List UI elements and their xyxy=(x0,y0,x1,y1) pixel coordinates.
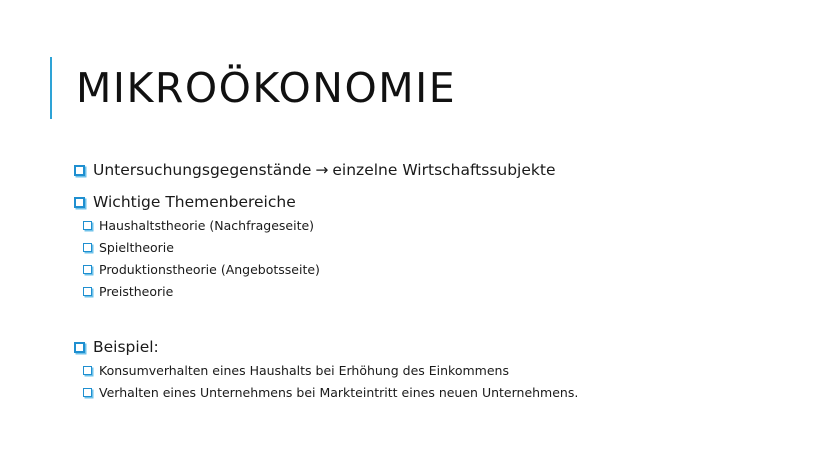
square-bullet-icon xyxy=(83,388,92,397)
sub-bullet-item xyxy=(74,258,794,280)
square-bullet-icon xyxy=(83,265,92,274)
sub-bullet-text: Spieltheorie xyxy=(99,239,174,255)
title-accent-bar xyxy=(50,57,52,119)
sub-bullet-text: Haushaltstheorie (Nachfrageseite) xyxy=(99,217,315,233)
sub-bullet-item xyxy=(74,359,794,381)
sub-bullet-text: Preistheorie xyxy=(99,283,174,299)
sub-bullet-text: Konsumverhalten eines Haushalts bei Erhöhung des Einkommens xyxy=(99,362,509,378)
square-bullet-icon xyxy=(74,197,85,208)
bullet-text: Beispiel: xyxy=(93,338,159,356)
square-bullet-icon xyxy=(74,165,85,176)
sub-bullet-item xyxy=(74,214,794,236)
square-bullet-icon xyxy=(83,221,92,230)
sub-bullet-text: Produktionstheorie (Angebotsseite) xyxy=(99,261,320,277)
sub-bullet-item xyxy=(74,280,794,302)
sub-bullet-text: Verhalten eines Unternehmens bei Markteintritt eines neuen Unternehmens. xyxy=(99,384,579,400)
bullet-text-right: einzelne Wirtschaftssubjekte xyxy=(332,161,556,179)
bullet-item-themenbereiche xyxy=(74,190,794,214)
square-bullet-icon xyxy=(74,342,85,353)
slide-title: MIKROÖKONOMIE xyxy=(76,64,457,112)
sub-bullet-item xyxy=(74,236,794,258)
bullet-item-beispiel xyxy=(74,335,794,359)
square-bullet-icon xyxy=(83,366,92,375)
square-bullet-icon xyxy=(83,243,92,252)
sub-bullet-item xyxy=(74,381,794,403)
right-arrow-icon: → xyxy=(315,161,329,179)
bullet-list xyxy=(74,158,794,403)
bullet-text-left: Untersuchungsgegenstände xyxy=(93,161,312,179)
bullet-text: Wichtige Themenbereiche xyxy=(93,193,296,211)
square-bullet-icon xyxy=(83,287,92,296)
bullet-item-untersuchungsgegenstaende xyxy=(74,158,794,182)
